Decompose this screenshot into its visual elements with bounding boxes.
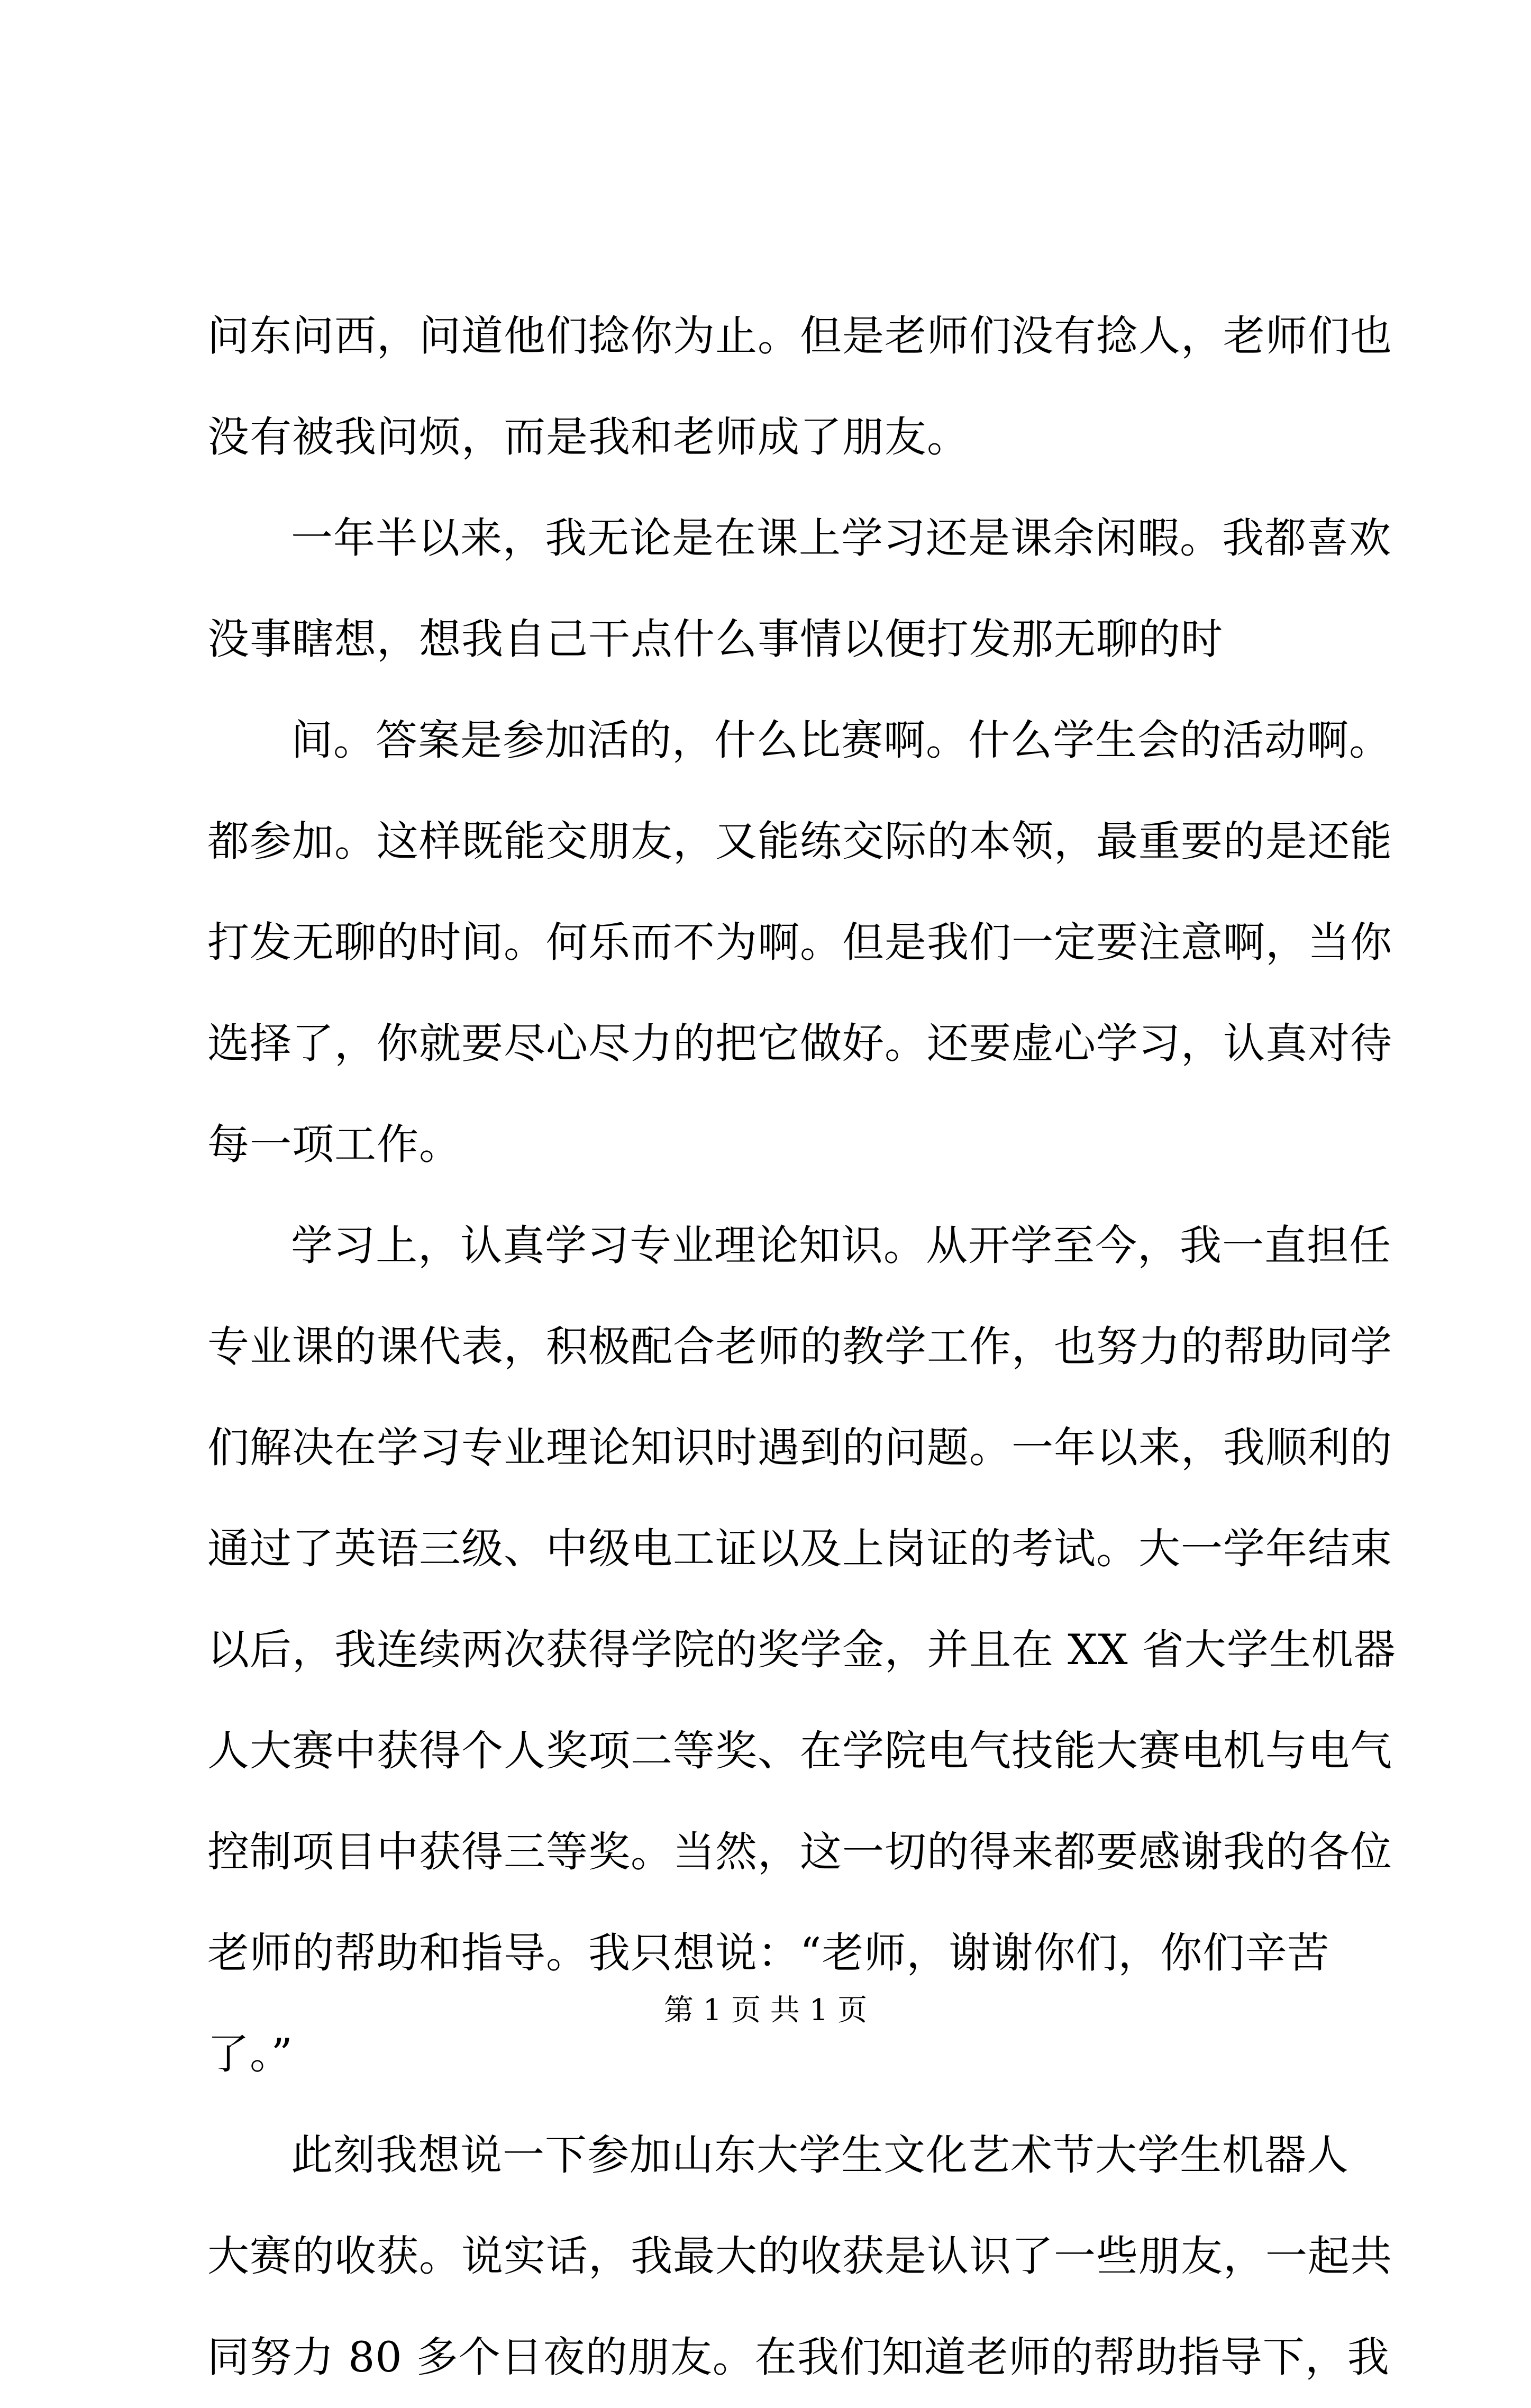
text-line: 没有被我问烦，而是我和老师成了朋友。 <box>207 413 969 461</box>
text-line: 此刻我想说一下参加山东大学生文化艺术节大学生机器人 <box>291 2131 1349 2179</box>
text-line: 每一项工作。 <box>207 1120 461 1169</box>
text-line: 们解决在学习专业理论知识时遇到的问题。一年以来，我顺利的 <box>207 1423 1392 1472</box>
text-line: 一年半以来，我无论是在课上学习还是课余闲暇。我都喜欢 <box>291 514 1391 562</box>
document-body <box>207 286 1396 2408</box>
text-line: 大赛的收获。说实话，我最大的收获是认识了一些朋友，一起共 <box>207 2232 1392 2280</box>
text-line: 了。” <box>207 2030 293 2078</box>
text-line: 选择了，你就要尽心尽力的把它做好。还要虚心学习，认真对待 <box>207 1019 1392 1068</box>
text-line: 人大赛中获得个人奖项二等奖、在学院电气技能大赛电机与电气 <box>207 1727 1392 1775</box>
text-line: 都参加。这样既能交朋友，又能练交际的本领，最重要的是还能 <box>207 817 1392 866</box>
text-line: 间。答案是参加活的，什么比赛啊。什么学生会的活动啊。 <box>291 716 1391 765</box>
text-line: 打发无聊的时间。何乐而不为啊。但是我们一定要注意啊，当你 <box>207 918 1392 967</box>
text-line: 老师的帮助和指导。我只想说：“老师，谢谢你们，你们辛苦 <box>207 1929 1330 1977</box>
text-line: 控制项目中获得三等奖。当然，这一切的得来都要感谢我的各位 <box>207 1828 1392 1876</box>
text-line: 没事瞎想，想我自己干点什么事情以便打发那无聊的时 <box>207 615 1223 664</box>
text-line: 专业课的课代表，积极配合老师的教学工作，也努力的帮助同学 <box>207 1322 1392 1371</box>
text-line: 通过了英语三级、中级电工证以及上岗证的考试。大一学年结束 <box>207 1524 1392 1573</box>
text-line: 同努力 80 多个日夜的朋友。在我们知道老师的帮助指导下，我 <box>207 2333 1390 2382</box>
text-line: 以后，我连续两次获得学院的奖学金，并且在 XX 省大学生机器 <box>207 1625 1396 1674</box>
page-footer: 第 1 页 共 1 页 <box>663 1993 868 2028</box>
text-line: 学习上，认真学习专业理论知识。从开学至今，我一直担任 <box>291 1221 1391 1270</box>
text-line: 问东问西，问道他们捻你为止。但是老师们没有捻人，老师们也 <box>207 312 1392 360</box>
